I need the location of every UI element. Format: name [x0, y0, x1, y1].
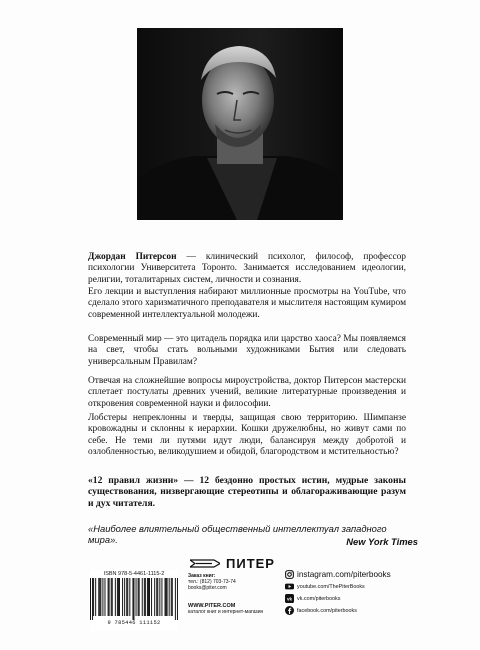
barcode-bar — [145, 578, 146, 616]
barcode-bar — [139, 578, 140, 616]
barcode-bar — [175, 578, 176, 620]
vk-icon — [285, 594, 294, 603]
barcode-bar — [95, 578, 96, 616]
barcode-bar — [119, 578, 120, 616]
barcode-bar — [165, 578, 166, 616]
review-quote: «Наиболее влиятельный общественный интеллектуал западного мира». — [88, 523, 387, 545]
site-info — [188, 603, 263, 615]
barcode-digits: 9 785446 111152 — [107, 620, 161, 626]
youtube-link: youtube.com/ThePiterBooks — [297, 583, 365, 590]
review-source: New York Times — [346, 536, 418, 547]
barcode-bar — [172, 578, 173, 616]
author-bio — [88, 252, 406, 286]
barcode-bar — [112, 578, 113, 616]
instagram-link: instagram.com/piterbooks — [297, 570, 391, 579]
barcode-bar — [92, 578, 93, 620]
barcode-bar — [147, 578, 148, 616]
barcode-bar — [126, 578, 127, 616]
order-info — [188, 573, 264, 592]
barcode-bar — [102, 578, 103, 616]
author-photo — [137, 28, 343, 220]
isbn: ISBN 978-5-4461-1115-2 — [103, 571, 165, 577]
paragraph-summary: «12 правил жизни» — 12 бездонно простых истин, мудрые законы существования, низвергающие стереотипы и облагораживающие разум и дух читателя. — [88, 475, 406, 509]
barcode-bar — [93, 578, 94, 616]
barcode-bar — [136, 578, 137, 616]
barcode-bar — [118, 578, 119, 616]
barcode-bar — [115, 578, 116, 616]
barcode-icon — [90, 578, 178, 620]
barcode-bar — [161, 578, 162, 616]
barcode-bar — [132, 578, 133, 620]
publisher-logo-block — [190, 556, 275, 571]
youtube-icon — [285, 582, 294, 591]
site-caption: каталог книг и интернет-магазин — [188, 609, 264, 616]
paragraph-answers: Отвечая на сложнейшие вопросы мироустройства, доктор Питерсон мастерски сплетает постулаты древних учений, великие литературные произведения и откровения современной науки и философии. — [88, 376, 406, 409]
barcode-bar — [149, 578, 150, 616]
barcode-bar — [133, 578, 134, 620]
barcode-bar — [151, 578, 152, 616]
author-bio-text: — клинический психолог, философ, профессор психологии Университета Торонто. Занимается исследованием идеологии, религии, тоталитарных систем, личности и сознания. — [88, 252, 406, 285]
social-vk[interactable] — [285, 594, 391, 603]
paragraph-question: Современный мир — это цитадель порядка или царство хаоса? Мы появляемся на свет, чтобы стать вольными художниками Бытия или следовать универсальным Правилам? — [88, 334, 406, 367]
barcode-bar — [138, 578, 139, 616]
author-name: Джордан Питерсон — [88, 252, 177, 262]
barcode-bar — [156, 578, 157, 616]
publisher-logo-icon — [190, 558, 220, 569]
facebook-icon — [285, 606, 294, 615]
barcode-bar — [90, 578, 91, 620]
paragraph-lobsters: Лобстеры непреклонны и тверды, защищая свою территорию. Шимпанзе кровожадны и склонны к иерархии. Кошки дружелюбны, но живут сами по себе. Не теми ли путями идут люди, балансируя между добротой и озлобленностью, великодушием и обидой, благородством и мстительностью? — [88, 413, 406, 458]
barcode-bar — [109, 578, 110, 616]
barcode-bar — [169, 578, 170, 616]
facebook-link: facebook.com/piterbooks — [297, 607, 357, 614]
barcode-bar — [100, 578, 101, 616]
publisher-name: ПИТЕР — [226, 556, 275, 571]
svg-text:vk: vk — [286, 596, 293, 602]
vk-link: vk.com/piterbooks — [297, 595, 341, 602]
barcode-bar — [117, 578, 118, 616]
barcode-bar — [129, 578, 130, 616]
barcode-bar — [108, 578, 109, 616]
barcode-bar — [98, 578, 99, 616]
barcode-bar — [111, 578, 112, 616]
social-links — [285, 570, 391, 618]
paragraph-youtube: Его лекции и выступления набирают миллионные просмотры на YouTube, что сделало этого харизматичного преподавателя и мыслителя настоящим кумиром современной интеллектуальной молодежи. — [88, 287, 406, 320]
barcode-bar — [148, 578, 149, 616]
barcode-block — [90, 571, 178, 631]
barcode-bar — [177, 578, 178, 620]
order-title: Заказ книг: — [188, 573, 216, 579]
barcode-bar — [99, 578, 100, 616]
barcode-bar — [122, 578, 123, 616]
barcode-bar — [159, 578, 160, 616]
order-email[interactable]: books@piter.com — [188, 585, 227, 592]
barcode-bar — [142, 578, 143, 616]
site-url[interactable]: WWW.PITER.COM — [188, 603, 236, 609]
order-phone: тел.: (812) 703-73-74 — [188, 579, 236, 586]
instagram-icon — [285, 570, 294, 579]
barcode-bar — [171, 578, 172, 616]
barcode-bar — [144, 578, 145, 616]
barcode-bar — [167, 578, 168, 616]
social-facebook[interactable] — [285, 606, 391, 615]
barcode-bar — [154, 578, 155, 616]
barcode-bar — [127, 578, 128, 616]
social-instagram[interactable] — [285, 570, 391, 579]
barcode-bar — [124, 578, 125, 616]
barcode-bar — [104, 578, 105, 616]
barcode-bar — [166, 578, 167, 616]
social-youtube[interactable] — [285, 582, 391, 591]
barcode-bar — [157, 578, 158, 616]
